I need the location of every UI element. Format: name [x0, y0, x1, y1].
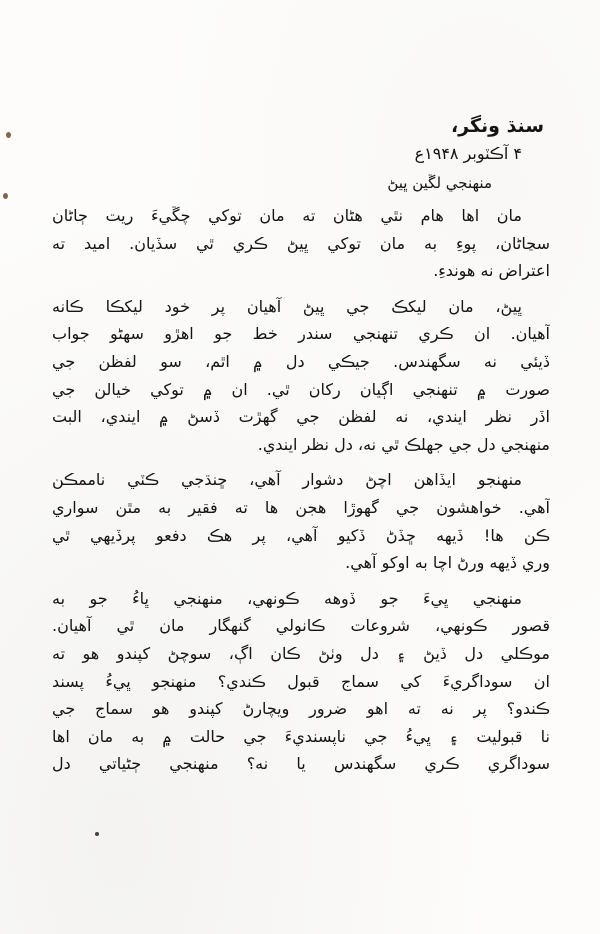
text-line: سڃاڻان، پوءِ به مان توکي ڀيڻ ڪري ٿي سڏيان. اميد ته [52, 233, 550, 253]
paper-stain [3, 193, 8, 199]
text-line: ڪن ها! ڏيهه ڇڏڻ ڏکيو آهي، پر هڪ دفعو پرڏيهي ٿي [52, 525, 550, 545]
letter-salutation: منهنجي لڱين ڀيڻ [387, 174, 492, 192]
text-line: اعتراض نه هوندءِ. [433, 261, 550, 281]
letter-place: سنڌ ونگر، [450, 115, 544, 137]
text-line: اڏر نظر ايندي، نه لفظن جي گهڙت ڏسڻ ۾ ايندي، البت [52, 407, 550, 427]
text-line: موڪلي دل ڏيڻ ۽ دل وٺڻ ڪان اڳ، سوچڻ کپندو هو ته [52, 643, 550, 663]
paragraph-1 [52, 202, 550, 285]
text-line: آهي. خواهشون جي گهوڙا هجن ها ته فقير به مٿن سواري [52, 497, 550, 517]
text-line: نا قبوليت ۽ ڀيءُ جي ناپسنديءَ جي حالت ۾ به مان اها [52, 726, 550, 746]
letter-date: ۴ آڪٽوبر ۱۹۴۸ع [414, 144, 522, 163]
text-line: منهنجي ڀيءَ جو ڏوهه ڪونهي، منهنجي ڀاءُ جو به [52, 588, 522, 608]
text-line: ڏيئي نه سگهندس. جيڪي دل ۾ اٿم، سو لفظن جي [52, 351, 550, 371]
paper-speck [95, 832, 99, 836]
text-line: صورت ۾ تنهنجي اڳيان رکان ٿي. ان ۾ توکي خيالن جي [52, 379, 550, 399]
text-line: آهيان. ان ڪري تنهنجي سندر خط جو اهڙو سهڻو جواب [52, 324, 550, 344]
text-line: ڪندو؟ پر نه ته اهو ضرور ويچارڻ کپندو هو سماج جي [52, 699, 550, 719]
paragraph-4 [52, 585, 550, 778]
letter-body [52, 112, 550, 786]
text-line: ان سوداگريءَ کي سماج قبول ڪندي؟ منهنجو ڀيءُ پسند [52, 671, 550, 691]
paragraph-3 [52, 466, 550, 576]
text-line: منهنجو ايڏاهن اچڻ دشوار آهي، ڇنڌجي ڪٽي ناممڪن [52, 470, 522, 490]
text-line: سوداگري ڪري سگهندس يا نه؟ منهنجي ڄڻياتي دل [52, 754, 550, 774]
text-line: ڀيڻ، مان ليکڪ جي ڀيڻ آهيان پر خود ليکڪا ڪانه [52, 296, 522, 316]
text-line: منهنجي دل جي جهلڪ ٿي نه، دل نظر ايندي. [257, 434, 550, 454]
paragraph-2 [52, 293, 550, 459]
text-line: وري ڏيهه ورڻ اچا به اوکو آهي. [345, 553, 550, 573]
text-line: مان اها هام نٿي هڻان ته مان توکي چڱيءَ ريت ڄاڻان [52, 206, 522, 225]
text-line: قصور ڪونهي، شروعات ڪانولي گنهگار مان ٿي آهيان. [52, 616, 550, 636]
paper-stain [6, 132, 11, 138]
